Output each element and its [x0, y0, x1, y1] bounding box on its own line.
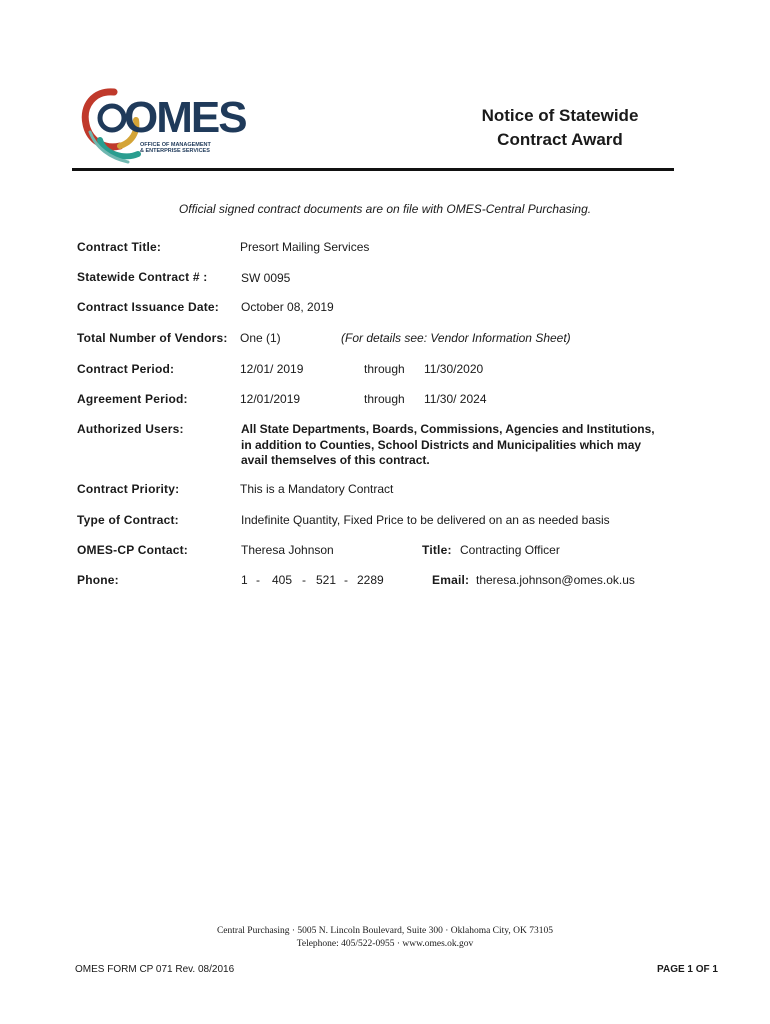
- phone-part-2: 405: [272, 573, 293, 587]
- agreement-period-start: 12/01/2019: [240, 392, 301, 406]
- vendors-details: (For details see: Vendor Information Sheet): [341, 331, 571, 345]
- agreement-period-end: 11/30/ 2024: [424, 392, 487, 406]
- statewide-contract-label: Statewide Contract # :: [77, 270, 208, 284]
- omes-logo: [80, 84, 260, 164]
- phone-sep-3: -: [344, 573, 348, 587]
- phone-label: Phone:: [77, 573, 119, 587]
- contract-type-label: Type of Contract:: [77, 513, 179, 527]
- contact-title-value: Contracting Officer: [460, 543, 560, 557]
- agreement-period-label: Agreement Period:: [77, 392, 188, 406]
- email-value[interactable]: theresa.johnson@omes.ok.us: [476, 573, 635, 587]
- official-note: Official signed contract documents are on file with OMES-Central Purchasing.: [178, 202, 592, 216]
- logo-subtitle-1: OFFICE OF MANAGEMENT: [140, 142, 211, 148]
- contract-title-label: Contract Title:: [77, 240, 162, 254]
- contract-priority-label: Contract Priority:: [77, 482, 180, 496]
- authorized-users-value: [241, 422, 655, 469]
- footer-telephone: Telephone: 405/522-0955 · www.omes.ok.gov: [296, 939, 474, 949]
- statewide-contract-value: SW 0095: [241, 271, 291, 285]
- contract-priority-value: This is a Mandatory Contract: [240, 482, 394, 496]
- authorized-users-line-2: in addition to Counties, School Districts and Municipalities which may: [241, 437, 642, 452]
- phone-part-4: 2289: [357, 573, 384, 587]
- header-divider: [72, 168, 674, 171]
- contact-title-label: Title:: [422, 543, 452, 557]
- contract-period-label: Contract Period:: [77, 362, 175, 376]
- authorized-users-line-3: avail themselves of this contract.: [241, 453, 430, 467]
- vendors-value: One (1): [240, 331, 281, 345]
- form-id: OMES FORM CP 071 Rev. 08/2016: [75, 964, 235, 975]
- footer-address: Central Purchasing · 5005 N. Lincoln Boulevard, Suite 300 · Oklahoma City, OK 73105: [216, 926, 554, 936]
- contract-period-through: through: [364, 362, 405, 376]
- title-line-2: Contract Award: [497, 130, 623, 149]
- contact-value: Theresa Johnson: [241, 543, 334, 557]
- authorized-users-label: Authorized Users:: [77, 422, 184, 436]
- page-number: PAGE 1 OF 1: [657, 964, 718, 975]
- document-title: [440, 104, 680, 152]
- contact-label: OMES-CP Contact:: [77, 543, 188, 557]
- phone-part-1: 1: [241, 573, 248, 587]
- footer-address-block: [0, 925, 770, 951]
- contract-period-end: 11/30/2020: [424, 362, 484, 376]
- issuance-date-label: Contract Issuance Date:: [77, 300, 219, 314]
- agreement-period-through: through: [364, 392, 405, 406]
- phone-sep-2: -: [302, 573, 306, 587]
- issuance-date-value: October 08, 2019: [241, 300, 334, 314]
- title-line-1: Notice of Statewide: [481, 106, 639, 125]
- contract-period-start: 12/01/ 2019: [240, 362, 304, 376]
- logo-subtitle-2: & ENTERPRISE SERVICES: [140, 148, 210, 154]
- logo-wordmark: OMES: [124, 93, 246, 142]
- email-label: Email:: [432, 573, 470, 587]
- vendors-label: Total Number of Vendors:: [77, 331, 228, 345]
- phone-sep-1: -: [256, 573, 260, 587]
- authorized-users-line-1: All State Departments, Boards, Commissions, Agencies and Institutions,: [241, 422, 655, 436]
- contract-title-value: Presort Mailing Services: [240, 240, 370, 254]
- phone-part-3: 521: [316, 573, 337, 587]
- contract-type-value: Indefinite Quantity, Fixed Price to be delivered on an as needed basis: [241, 513, 610, 527]
